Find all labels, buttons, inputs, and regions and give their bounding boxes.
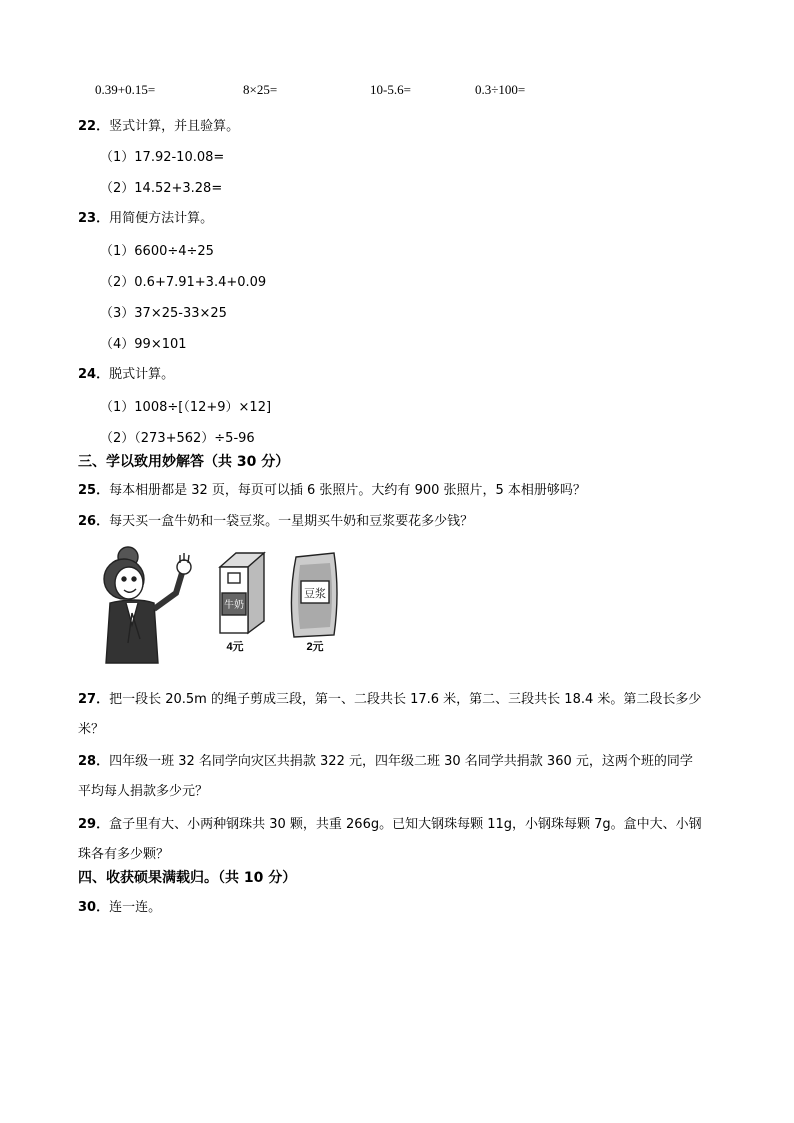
question-24	[78, 363, 174, 382]
question-text: 四年级一班 32 名同学向灾区共捐款 322 元，四年级二班 30 名同学共捐款 360 元，这两个班的同学	[109, 754, 693, 769]
question-number: 24．	[78, 367, 110, 382]
q22-item-1: （1）17.92-10.08=	[100, 150, 225, 165]
section-4-heading: 四、收获硕果满载归。（共 10 分）	[78, 870, 297, 886]
question-22	[78, 115, 239, 134]
q23-item-4: （4）99×101	[100, 337, 187, 352]
question-text: 脱式计算。	[109, 367, 175, 382]
question-text: 每本相册都是 32 页，每页可以插 6 张照片。大约有 900 张照片，5 本相册够吗？	[109, 483, 586, 498]
question-text: 用简便方法计算。	[109, 211, 214, 226]
soy-price: 2元	[306, 641, 324, 653]
question-26	[78, 510, 473, 529]
calc-4: 0.3÷100=	[475, 82, 526, 97]
question-27	[78, 688, 701, 707]
question-number: 29．	[78, 817, 110, 832]
question-29-cont: 珠各有多少颗？	[78, 847, 170, 862]
calc-3: 10-5.6=	[370, 82, 411, 97]
q23-item-3: （3）37×25-33×25	[100, 306, 227, 321]
q26-illustration	[96, 543, 356, 667]
q22-item-2: （2）14.52+3.28=	[100, 181, 223, 196]
question-number: 22．	[78, 119, 110, 134]
question-text: 每天买一盒牛奶和一袋豆浆。一星期买牛奶和豆浆要花多少钱？	[109, 514, 474, 529]
calc-1: 0.39+0.15=	[95, 82, 156, 97]
question-text: 把一段长 20.5m 的绳子剪成三段，第一、二段共长 17.6 米，第二、三段共长 18.4 米。第二段长多少	[109, 692, 702, 707]
question-text: 竖式计算，并且验算。	[109, 119, 240, 134]
calc-2: 8×25=	[243, 82, 278, 97]
question-number: 25．	[78, 483, 110, 498]
soy-bag-label: 豆浆	[304, 587, 326, 600]
question-29	[78, 813, 702, 832]
soy-milk-bag-icon	[291, 553, 337, 637]
question-30	[78, 896, 161, 915]
question-number: 28．	[78, 754, 110, 769]
q23-item-2: （2）0.6+7.91+3.4+0.09	[100, 275, 267, 290]
q24-item-2: （2）（273+562）÷5-96	[100, 431, 255, 446]
question-number: 30．	[78, 900, 110, 915]
question-number: 27．	[78, 692, 110, 707]
section-3-heading: 三、学以致用妙解答（共 30 分）	[78, 454, 290, 470]
milk-box-label: 牛奶	[224, 600, 244, 611]
question-number: 26．	[78, 514, 110, 529]
girl-illustration	[104, 547, 191, 663]
question-text: 连一连。	[109, 900, 162, 915]
question-text: 盒子里有大、小两种钢珠共 30 颗，共重 266g。已知大钢珠每颗 11g，小钢珠每颗 7g。盒中大、小钢	[109, 817, 702, 832]
question-28	[78, 750, 693, 769]
milk-price: 4元	[226, 641, 244, 653]
question-27-cont: 米？	[78, 722, 105, 737]
question-25	[78, 479, 586, 498]
q23-item-1: （1）6600÷4÷25	[100, 244, 214, 259]
question-23	[78, 207, 213, 226]
q24-item-1: （1）1008÷[（12+9）×12]	[100, 400, 272, 415]
question-number: 23．	[78, 211, 110, 226]
milk-box-icon	[220, 553, 264, 633]
question-28-cont: 平均每人捐款多少元？	[78, 784, 209, 799]
